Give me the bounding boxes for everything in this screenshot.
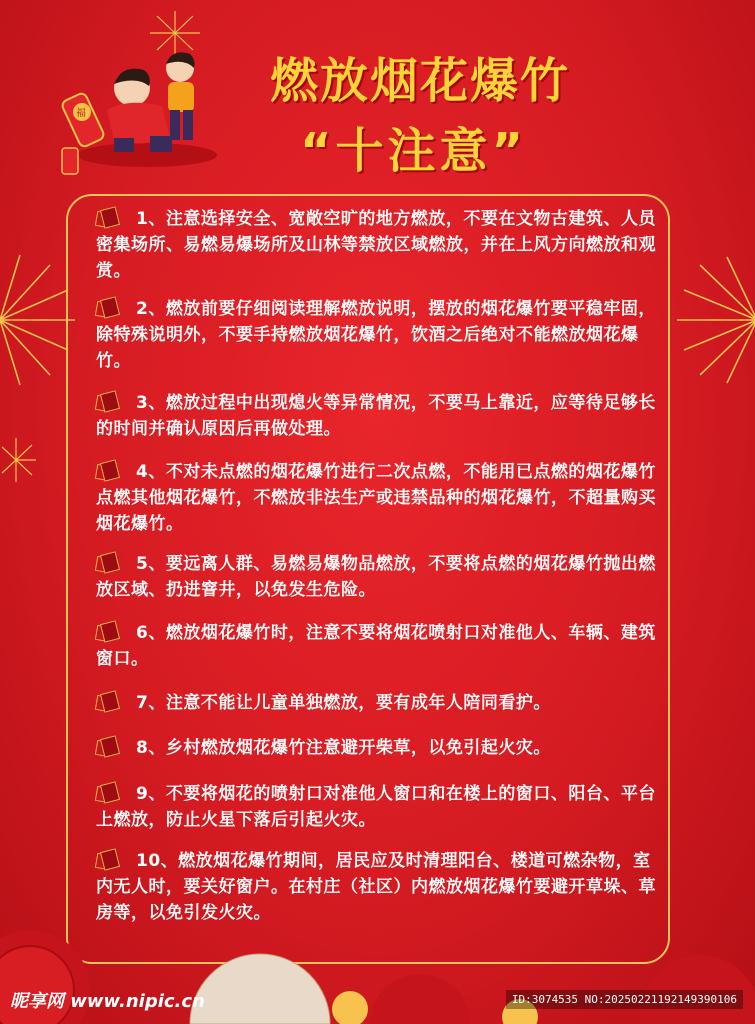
list-item [96, 551, 666, 603]
item-text: 6、燃放烟花爆竹时，注意不要将烟花喷射口对准他人、车辆、建筑窗口。 [96, 623, 656, 669]
red-envelope-icon [96, 208, 122, 226]
poster-subtitle: “十注意” [300, 123, 528, 179]
item-text: 4、不对未点燃的烟花爆竹进行二次点燃，不能用已点燃的烟花爆竹点燃其他烟花爆竹，不燃放非法生产或违禁品种的烟花爆竹，不超量购买烟花爆竹。 [96, 462, 656, 534]
list-item [96, 206, 666, 284]
watermark-id: ID:3074535 NO:20250221192149390106 [506, 990, 743, 1009]
item-text: 8、乡村燃放烟花爆竹注意避开柴草，以免引起火灾。 [136, 738, 551, 758]
red-envelope-icon [96, 392, 122, 410]
red-envelope-icon [96, 553, 122, 571]
list-item [96, 390, 666, 442]
kids-firecracker-illustration [52, 40, 227, 185]
list-item [96, 620, 666, 672]
red-envelope-icon [96, 298, 122, 316]
red-envelope-icon [96, 850, 122, 868]
red-envelope-icon [96, 737, 122, 755]
red-envelope-icon [96, 692, 122, 710]
item-text: 10、燃放烟花爆竹期间，居民应及时清理阳台、楼道可燃杂物，室内无人时，要关好窗户。在村庄（社区）内燃放烟花爆竹要避开草垛、草房等，以免引发火灾。 [96, 851, 656, 923]
list-item [96, 690, 666, 716]
fu-char: 福 [76, 108, 86, 119]
firework-right-decoration [672, 255, 755, 385]
watermark-brand: 昵享网 www.nipic.cn [10, 991, 205, 1012]
red-envelope-icon [96, 622, 122, 640]
item-text: 2、燃放前要仔细阅读理解燃放说明，摆放的烟花爆竹要平稳牢固，除特殊说明外，不要手持燃放烟花爆竹，饮酒之后绝对不能燃放烟花爆竹。 [96, 299, 656, 371]
list-item [96, 781, 666, 833]
item-text: 1、注意选择安全、宽敞空旷的地方燃放，不要在文物古建筑、人员密集场所、易燃易爆场所及山林等禁放区域燃放，并在上风方向燃放和观赏。 [96, 209, 656, 281]
list-item [96, 735, 666, 761]
firework-small-decoration [0, 435, 40, 485]
item-text: 9、不要将烟花的喷射口对准他人窗口和在楼上的窗口、阳台、平台上燃放，防止火星下落后引起火灾。 [96, 784, 656, 830]
list-item [96, 459, 666, 537]
poster-title: 燃放烟花爆竹 [270, 53, 571, 109]
item-text: 5、要远离人群、易燃易爆物品燃放，不要将点燃的烟花爆竹抛出燃放区域、扔进窨井，以免发生危险。 [96, 554, 656, 600]
red-envelope-icon [96, 461, 122, 479]
list-item [96, 296, 666, 374]
red-envelope-icon [96, 783, 122, 801]
item-text: 7、注意不能让儿童单独燃放，要有成年人陪同看护。 [136, 693, 551, 713]
item-text: 3、燃放过程中出现熄火等异常情况，不要马上靠近，应等待足够长的时间并确认原因后再做处理。 [96, 393, 656, 439]
